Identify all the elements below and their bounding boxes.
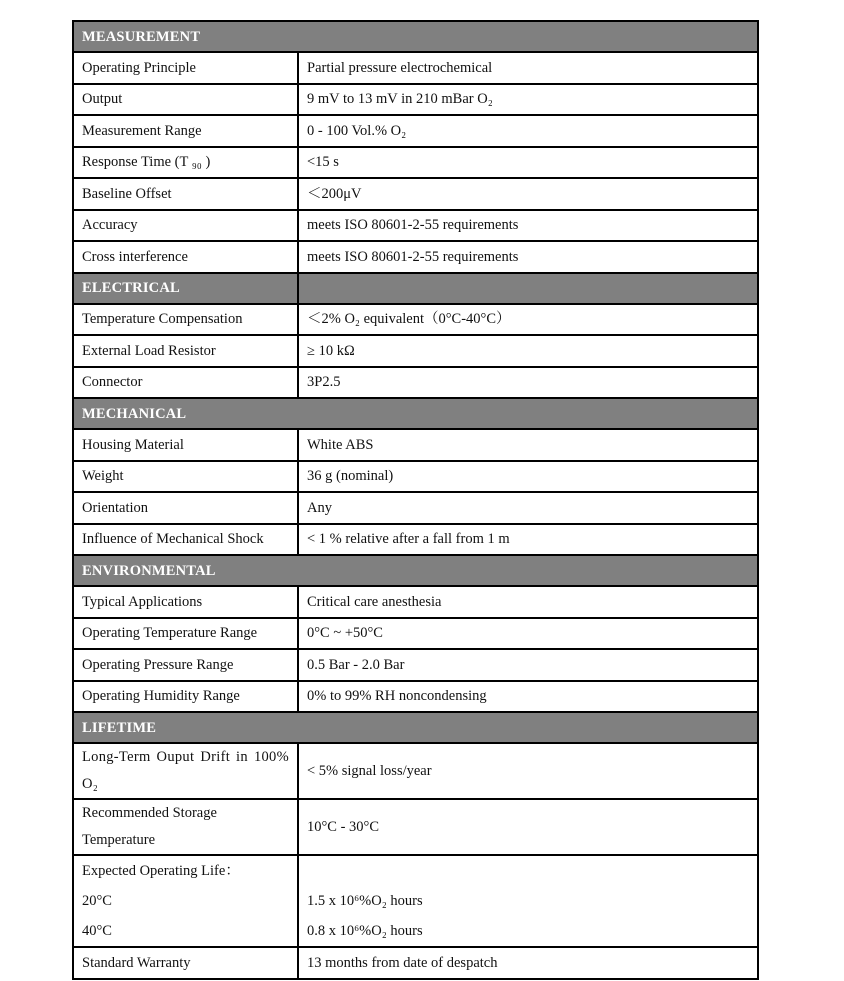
- spec-value: 0°C ~ +50°C: [298, 618, 758, 650]
- spec-label: Cross interference: [73, 241, 298, 273]
- spec-label: Operating Principle: [73, 52, 298, 84]
- spec-sublabel: 40°C: [82, 923, 112, 939]
- table-row: [73, 178, 758, 210]
- table-row: [73, 304, 758, 336]
- spec-label: Influence of Mechanical Shock: [73, 524, 298, 556]
- spec-label: Measurement Range: [73, 115, 298, 147]
- table-row: [73, 681, 758, 713]
- spec-value: 13 months from date of despatch: [298, 947, 758, 979]
- spec-value: meets ISO 80601-2-55 requirements: [298, 210, 758, 242]
- spec-value: Partial pressure electrochemical: [298, 52, 758, 84]
- table-row: [73, 241, 758, 273]
- spec-value: Critical care anesthesia: [298, 586, 758, 618]
- spec-value: 0.8 x 10⁶%O₂ hours: [307, 923, 423, 939]
- table-row: [73, 461, 758, 493]
- spec-value: 36 g (nominal): [298, 461, 758, 493]
- section-title: ELECTRICAL: [73, 273, 298, 304]
- table-row: [73, 799, 758, 855]
- section-header-mechanical: [73, 398, 758, 429]
- spec-sublabel: 20°C: [82, 893, 112, 909]
- section-header-electrical: [73, 273, 758, 304]
- spec-value: ＜200μV: [298, 178, 758, 210]
- spec-value: 3P2.5: [298, 367, 758, 399]
- table-row: [73, 586, 758, 618]
- section-header-environmental: [73, 555, 758, 586]
- table-row: [73, 855, 758, 947]
- spec-label: External Load Resistor: [73, 335, 298, 367]
- spec-label: Temperature Compensation: [73, 304, 298, 336]
- spec-value: < 5% signal loss/year: [298, 743, 758, 799]
- spec-label: Output: [73, 84, 298, 116]
- spec-label: Operating Temperature Range: [73, 618, 298, 650]
- spec-value: < 1 % relative after a fall from 1 m: [298, 524, 758, 556]
- table-row: [73, 335, 758, 367]
- section-header-measurement: [73, 21, 758, 52]
- spec-label: Weight: [73, 461, 298, 493]
- table-row: [73, 210, 758, 242]
- spec-label: Housing Material: [73, 429, 298, 461]
- table-row: [73, 429, 758, 461]
- spec-label: Typical Applications: [73, 586, 298, 618]
- section-title: LIFETIME: [73, 712, 758, 743]
- spec-value-group: [298, 855, 758, 947]
- spec-label-group: [73, 855, 298, 947]
- spec-value: ＜2% O₂ equivalent（0°C-40°C）: [298, 304, 758, 336]
- section-header-lifetime: [73, 712, 758, 743]
- section-title: MECHANICAL: [73, 398, 758, 429]
- table-row: [73, 649, 758, 681]
- table-row: [73, 618, 758, 650]
- section-header-empty-cell: [298, 273, 758, 304]
- table-row: [73, 52, 758, 84]
- table-row: [73, 367, 758, 399]
- spec-label: Operating Pressure Range: [73, 649, 298, 681]
- spec-value: 0 - 100 Vol.% O₂: [298, 115, 758, 147]
- spec-label: Expected Operating Life：: [82, 863, 240, 879]
- spec-label: Accuracy: [73, 210, 298, 242]
- spec-value: 10°C - 30°C: [298, 799, 758, 855]
- spec-label: Long-Term Ouput Drift in 100% O₂: [73, 743, 298, 799]
- table-row: [73, 947, 758, 979]
- spec-value: 0.5 Bar - 2.0 Bar: [298, 649, 758, 681]
- spec-value: 1.5 x 10⁶%O₂ hours: [307, 893, 423, 909]
- table-row: [73, 115, 758, 147]
- spec-value: Any: [298, 492, 758, 524]
- spec-label: Operating Humidity Range: [73, 681, 298, 713]
- section-title: MEASUREMENT: [73, 21, 758, 52]
- spec-value: 9 mV to 13 mV in 210 mBar O₂: [298, 84, 758, 116]
- spec-label: Standard Warranty: [73, 947, 298, 979]
- spec-label: Recommended Storage Temperature: [73, 799, 298, 855]
- table-row: [73, 147, 758, 179]
- spec-label: Response Time (T ₉₀ ): [73, 147, 298, 179]
- table-row: [73, 84, 758, 116]
- spec-label: Orientation: [73, 492, 298, 524]
- spec-value: White ABS: [298, 429, 758, 461]
- spec-value: ≥ 10 kΩ: [298, 335, 758, 367]
- spec-label: Baseline Offset: [73, 178, 298, 210]
- section-title: ENVIRONMENTAL: [73, 555, 758, 586]
- spec-value: 0% to 99% RH noncondensing: [298, 681, 758, 713]
- specification-table: [72, 20, 759, 980]
- spec-label: Connector: [73, 367, 298, 399]
- table-row: [73, 492, 758, 524]
- spec-value: meets ISO 80601-2-55 requirements: [298, 241, 758, 273]
- table-row: [73, 524, 758, 556]
- table-row: [73, 743, 758, 799]
- spec-value: <15 s: [298, 147, 758, 179]
